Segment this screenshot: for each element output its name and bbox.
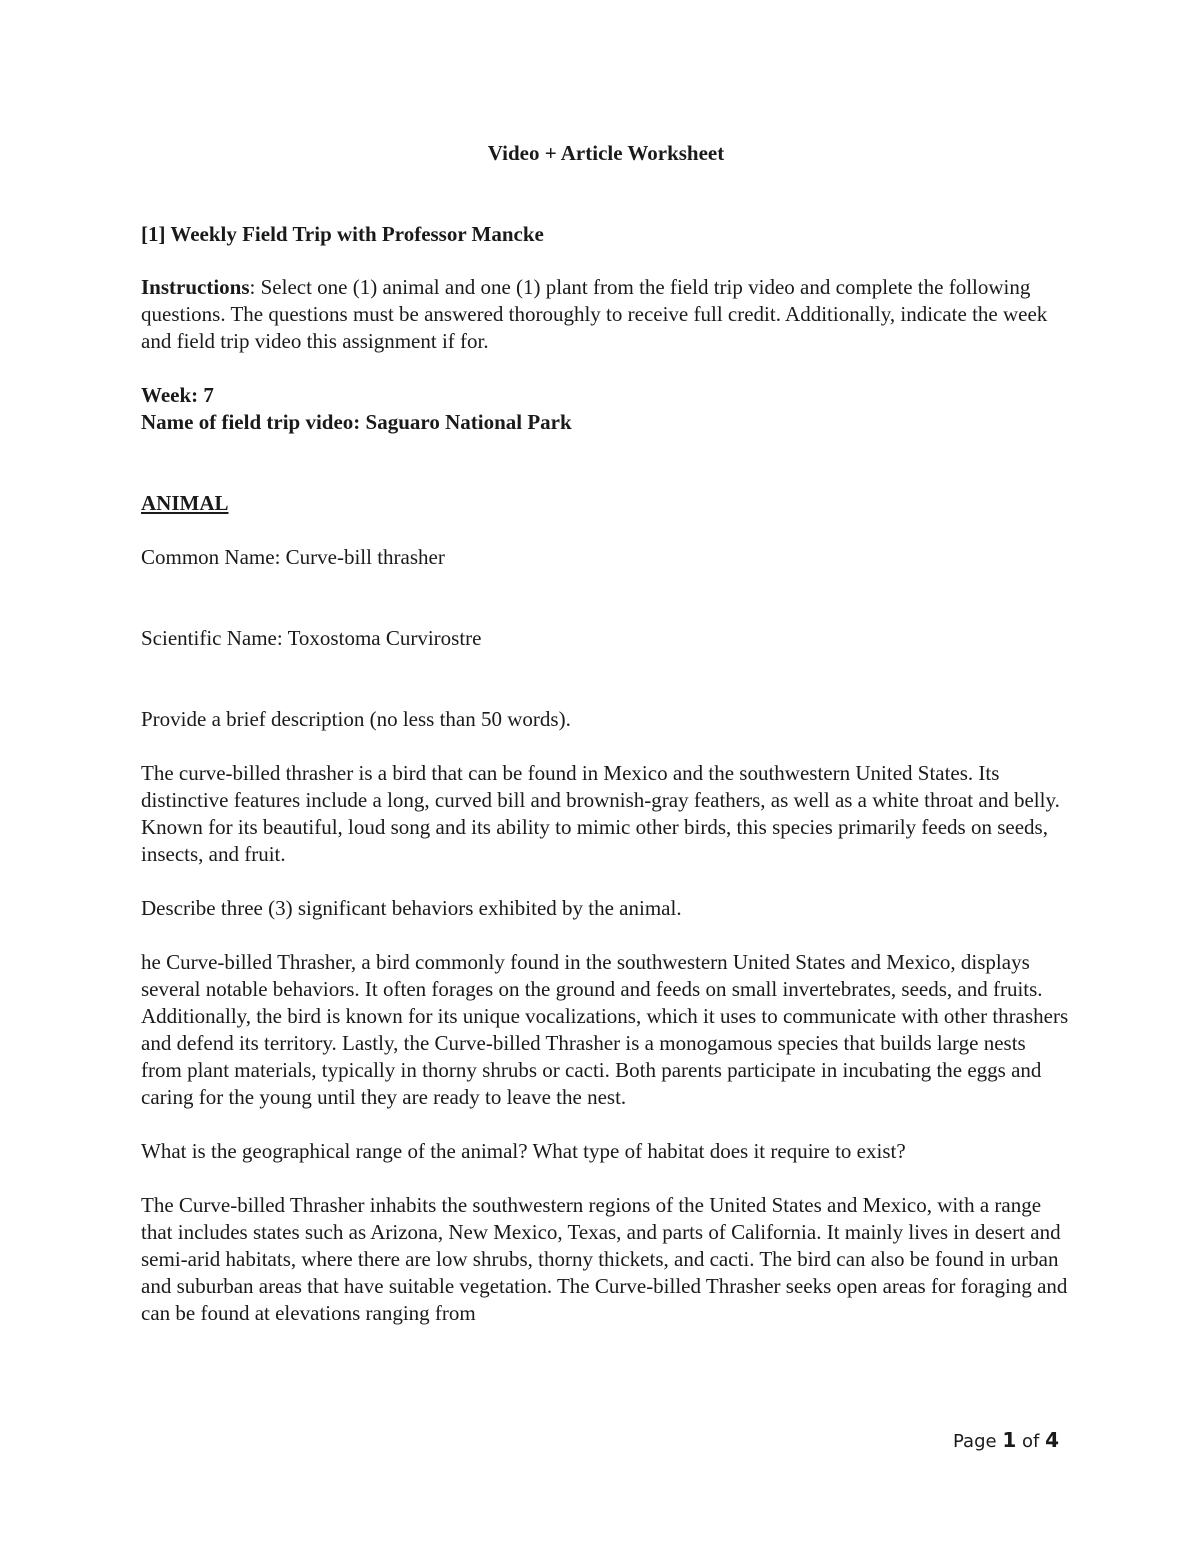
instructions-label: Instructions [141,275,250,299]
week-value: 7 [203,383,214,407]
common-name: Common Name: Curve-bill thrasher [141,545,445,569]
document-body [141,140,1071,1327]
animal-heading: ANIMAL [141,491,229,515]
question-description: Provide a brief description (no less than 50 words). [141,707,571,731]
video-line [141,409,1071,436]
page-number-footer [953,1428,1059,1454]
instructions-text: : Select one (1) animal and one (1) plant from the field trip video and complete the following questions. The questions must be answered thoroughly to receive full credit. Additionally, indicate the week and field trip video this assignment if for. [141,275,1048,353]
week-line [141,382,1071,409]
instructions-paragraph [141,274,1071,355]
week-label: Week: [141,383,199,407]
section-heading: [1] Weekly Field Trip with Professor Mancke [141,222,544,246]
scientific-name: Scientific Name: Toxostoma Curvirostre [141,626,482,650]
current-page-number: 1 [1002,1428,1017,1452]
of-word: of [1021,1431,1040,1452]
page-word: Page [953,1431,997,1452]
total-pages-number: 4 [1045,1428,1059,1452]
document-title: Video + Article Worksheet [487,141,725,165]
question-range: What is the geographical range of the animal? What type of habitat does it require to exist? [141,1139,906,1163]
video-label: Name of field trip video: [141,410,361,434]
answer-range: The Curve-billed Thrasher inhabits the southwestern regions of the United States and Mexico, with a range that includes states such as Arizona, New Mexico, Texas, and parts of California. It mainly lives in desert and semi-arid habitats, where there are low shrubs, thorny thickets, and cacti. The bird can also be found in urban and suburban areas that have suitable vegetation. The Curve-billed Thrasher seeks open areas for foraging and can be found at elevations ranging from [141,1193,1068,1325]
video-value: Saguaro National Park [365,410,572,434]
answer-description: The curve-billed thrasher is a bird that can be found in Mexico and the southwestern United States. Its distinctive features include a long, curved bill and brownish-gray feathers, as well as a white throat and belly. Known for its beautiful, loud song and its ability to mimic other birds, this species primarily feeds on seeds, insects, and fruit. [141,761,1060,866]
answer-behaviors: he Curve-billed Thrasher, a bird commonly found in the southwestern United States and Mexico, displays several notable behaviors. It often forages on the ground and feeds on small invertebrates, seeds, and fruits. Additionally, the bird is known for its unique vocalizations, which it uses to communicate with other thrashers and defend its territory. Lastly, the Curve-billed Thrasher is a monogamous species that builds large nests from plant materials, typically in thorny shrubs or cacti. Both parents participate in incubating the eggs and caring for the young until they are ready to leave the nest. [141,950,1069,1109]
question-behaviors: Describe three (3) significant behaviors exhibited by the animal. [141,896,682,920]
